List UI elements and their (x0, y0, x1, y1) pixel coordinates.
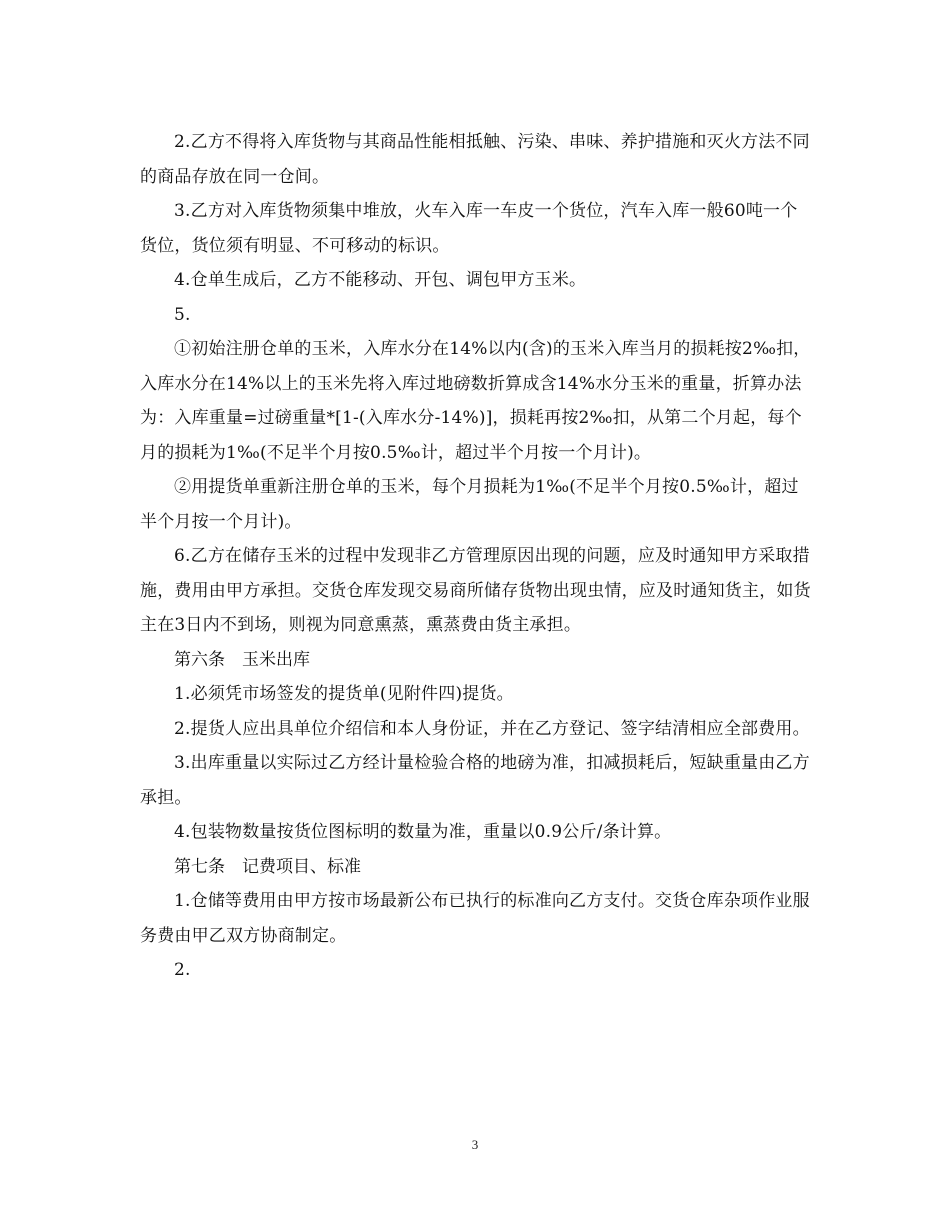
paragraph: 1.仓储等费用由甲方按市场最新公布已执行的标准向乙方支付。交货仓库杂项作业服务费由甲乙双方协商制定。 (140, 891, 810, 946)
section-heading: 第七条 记费项目、标准 (174, 856, 361, 877)
paragraph: 3.乙方对入库货物须集中堆放，火车入库一车皮一个货位，汽车入库一般60吨一个货位，货位须有明显、不可移动的标识。 (140, 201, 798, 256)
paragraph: 6.乙方在储存玉米的过程中发现非乙方管理原因出现的问题，应及时通知甲方采取措施，费用由甲方承担。交货仓库发现交易商所储存货物出现虫情，应及时通知货主，如货主在3日内不到场，则视为同意熏蒸，熏蒸费由货主承担。 (140, 546, 811, 635)
paragraph: ②用提货单重新注册仓单的玉米，每个月损耗为1‰(不足半个月按0.5‰计，超过半个月按一个月计)。 (140, 477, 799, 532)
paragraph: 4.仓单生成后，乙方不能移动、开包、调包甲方玉米。 (174, 270, 587, 290)
paragraph: 3.出库重量以实际过乙方经计量检验合格的地磅为准，扣减损耗后，短缺重量由乙方承担。 (140, 753, 810, 808)
section-heading: 第六条 玉米出库 (174, 649, 310, 670)
paragraph: ①初始注册仓单的玉米，入库水分在14%以内(含)的玉米入库当月的损耗按2‰扣，入库水分在14%以上的玉米先将入库过地磅数折算成含14%水分玉米的重量，折算办法为：入库重量=过磅重量*[1-(入库水分-14%)]，损耗再按2‰扣，从第二个月起，每个月的损耗为1‰(不足半个月按0.5‰计，超过半个月按一个月计)。 (140, 339, 811, 463)
paragraph: 2.乙方不得将入库货物与其商品性能相抵触、污染、串味、养护措施和灭火方法不同的商品存放在同一仓间。 (140, 132, 810, 187)
paragraph: 5. (174, 304, 191, 325)
paragraph: 4.包装物数量按货位图标明的数量为准，重量以0.9公斤/条计算。 (174, 822, 672, 842)
paragraph: 2. (174, 960, 191, 980)
paragraph: 1.必须凭市场签发的提货单(见附件四)提货。 (174, 684, 514, 704)
page-number: 3 (471, 1137, 479, 1152)
paragraph: 2.提货人应出具单位介绍信和本人身份证，并在乙方登记、签字结清相应全部费用。 (174, 718, 810, 739)
document-body (140, 125, 812, 988)
